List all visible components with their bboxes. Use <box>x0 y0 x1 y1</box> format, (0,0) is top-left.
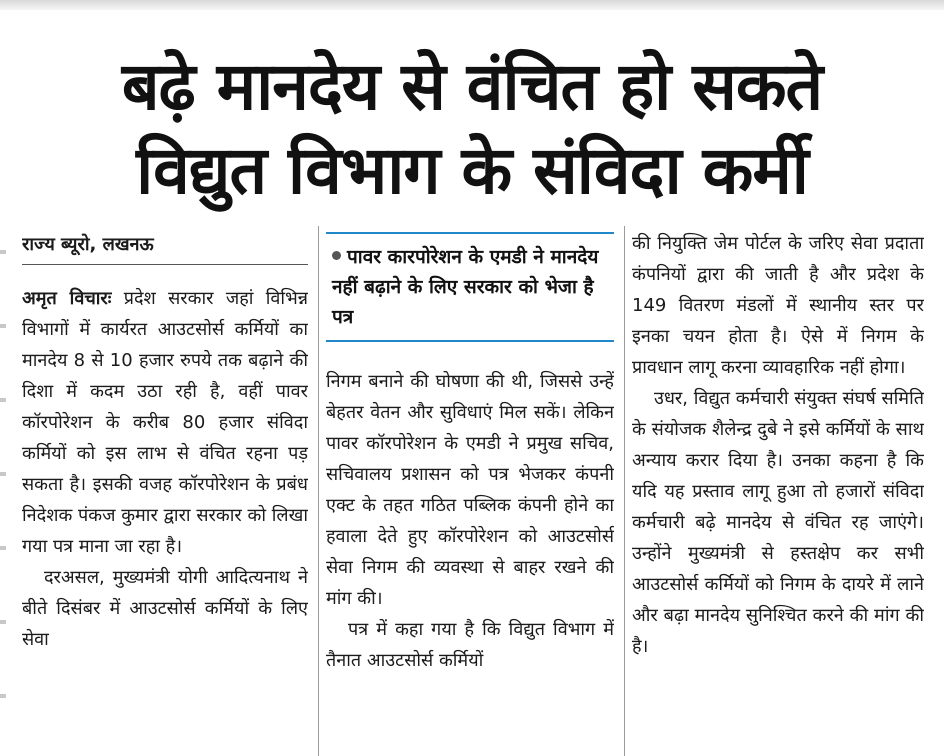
column1-paragraph-1 <box>22 283 308 562</box>
lead-label: अमृत विचारः <box>22 288 112 309</box>
pull-quote-box <box>326 232 614 342</box>
column1-paragraph-2: दरअसल, मुख्यमंत्री योगी आदित्यनाथ ने बीते दिसंबर में आउटसोर्स कर्मियों के लिए सेवा <box>22 567 308 650</box>
article-headline <box>20 45 924 213</box>
column3-paragraph-1: की नियुक्ति जेम पोर्टल के जरिए सेवा प्रदाता कंपनियों द्वारा की जाती है और प्रदेश के 149 वितरण मंडलों में स्थानीय स्तर पर इनका चयन होता है। ऐसे में निगम के प्रावधान लागू करना व्यावहारिक नहीं होगा। <box>632 233 924 378</box>
column-divider-right <box>624 226 625 756</box>
column1-paragraph-1-text: प्रदेश सरकार जहां विभिन्न विभागों में कार्यरत आउटसोर्स कर्मियों का मानदेय 8 से 10 हजार रुपये तक बढ़ाने की दिशा में कदम उठा रही है, वहीं पावर कॉरपोरेशन के करीब 80 हजार संविदा कर्मियों को इस लाभ से वंचित रहना पड़ सकता है। इसकी वजह कॉरपोरेशन के प्रबंध निदेशक पंकज कुमार द्वारा सरकार को लिखा गया पत्र माना जा रहा है। <box>22 288 308 557</box>
column2-paragraph-2: पत्र में कहा गया है कि विद्युत विभाग में तैनात आउटसोर्स कर्मियों <box>326 619 614 671</box>
headline-line-1: बढ़े मानदेय से वंचित हो सकते <box>121 48 823 125</box>
byline: राज्य ब्यूरो, लखनऊ <box>22 232 308 265</box>
column2-paragraph-1: निगम बनाने की घोषणा की थी, जिससे उन्हें बेहतर वेतन और सुविधाएं मिल सकें। लेकिन पावर कॉरपोरेशन के एमडी ने प्रमुख सचिव, सचिवालय प्रशासन को पत्र भेजकर कंपनी एक्ट के तहत गठित पब्लिक कंपनी होने का हवाला देते हुए कॉरपोरेशन को आउटसोर्स सेवा निगम की व्यवस्था से बाहर रखने की मांग की। <box>326 371 614 609</box>
column3-paragraph-2: उधर, विद्युत कर्मचारी संयुक्त संघर्ष समिति के संयोजक शैलेन्द्र दुबे ने इसे कर्मियों के साथ अन्याय करार दिया है। उनका कहना है कि यदि यह प्रस्ताव लागू हुआ तो हजारों संविदा कर्मचारी बढ़े मानदेय से वंचित रह जाएंगे। उन्होंने मुख्यमंत्री से हस्तक्षेप कर सभी आउटसोर्स कर्मियों को निगम के दायरे में लाने और बढ़ा मानदेय सुनिश्चित करने की मांग की है। <box>632 388 924 657</box>
article-column-1 <box>22 232 308 752</box>
article-column-2 <box>326 232 614 752</box>
top-page-strip <box>0 0 944 10</box>
headline-line-2: विद्युत विभाग के संविदा कर्मी <box>136 132 808 209</box>
bullet-dot-icon <box>332 251 341 260</box>
article-column-3 <box>632 228 924 756</box>
pull-quote-text: पावर कारपोरेशन के एमडी ने मानदेय नहीं बढ़ाने के लिए सरकार को भेजा है पत्र <box>332 246 599 328</box>
page-edge-marks <box>0 180 6 740</box>
column-divider-left <box>318 226 319 756</box>
